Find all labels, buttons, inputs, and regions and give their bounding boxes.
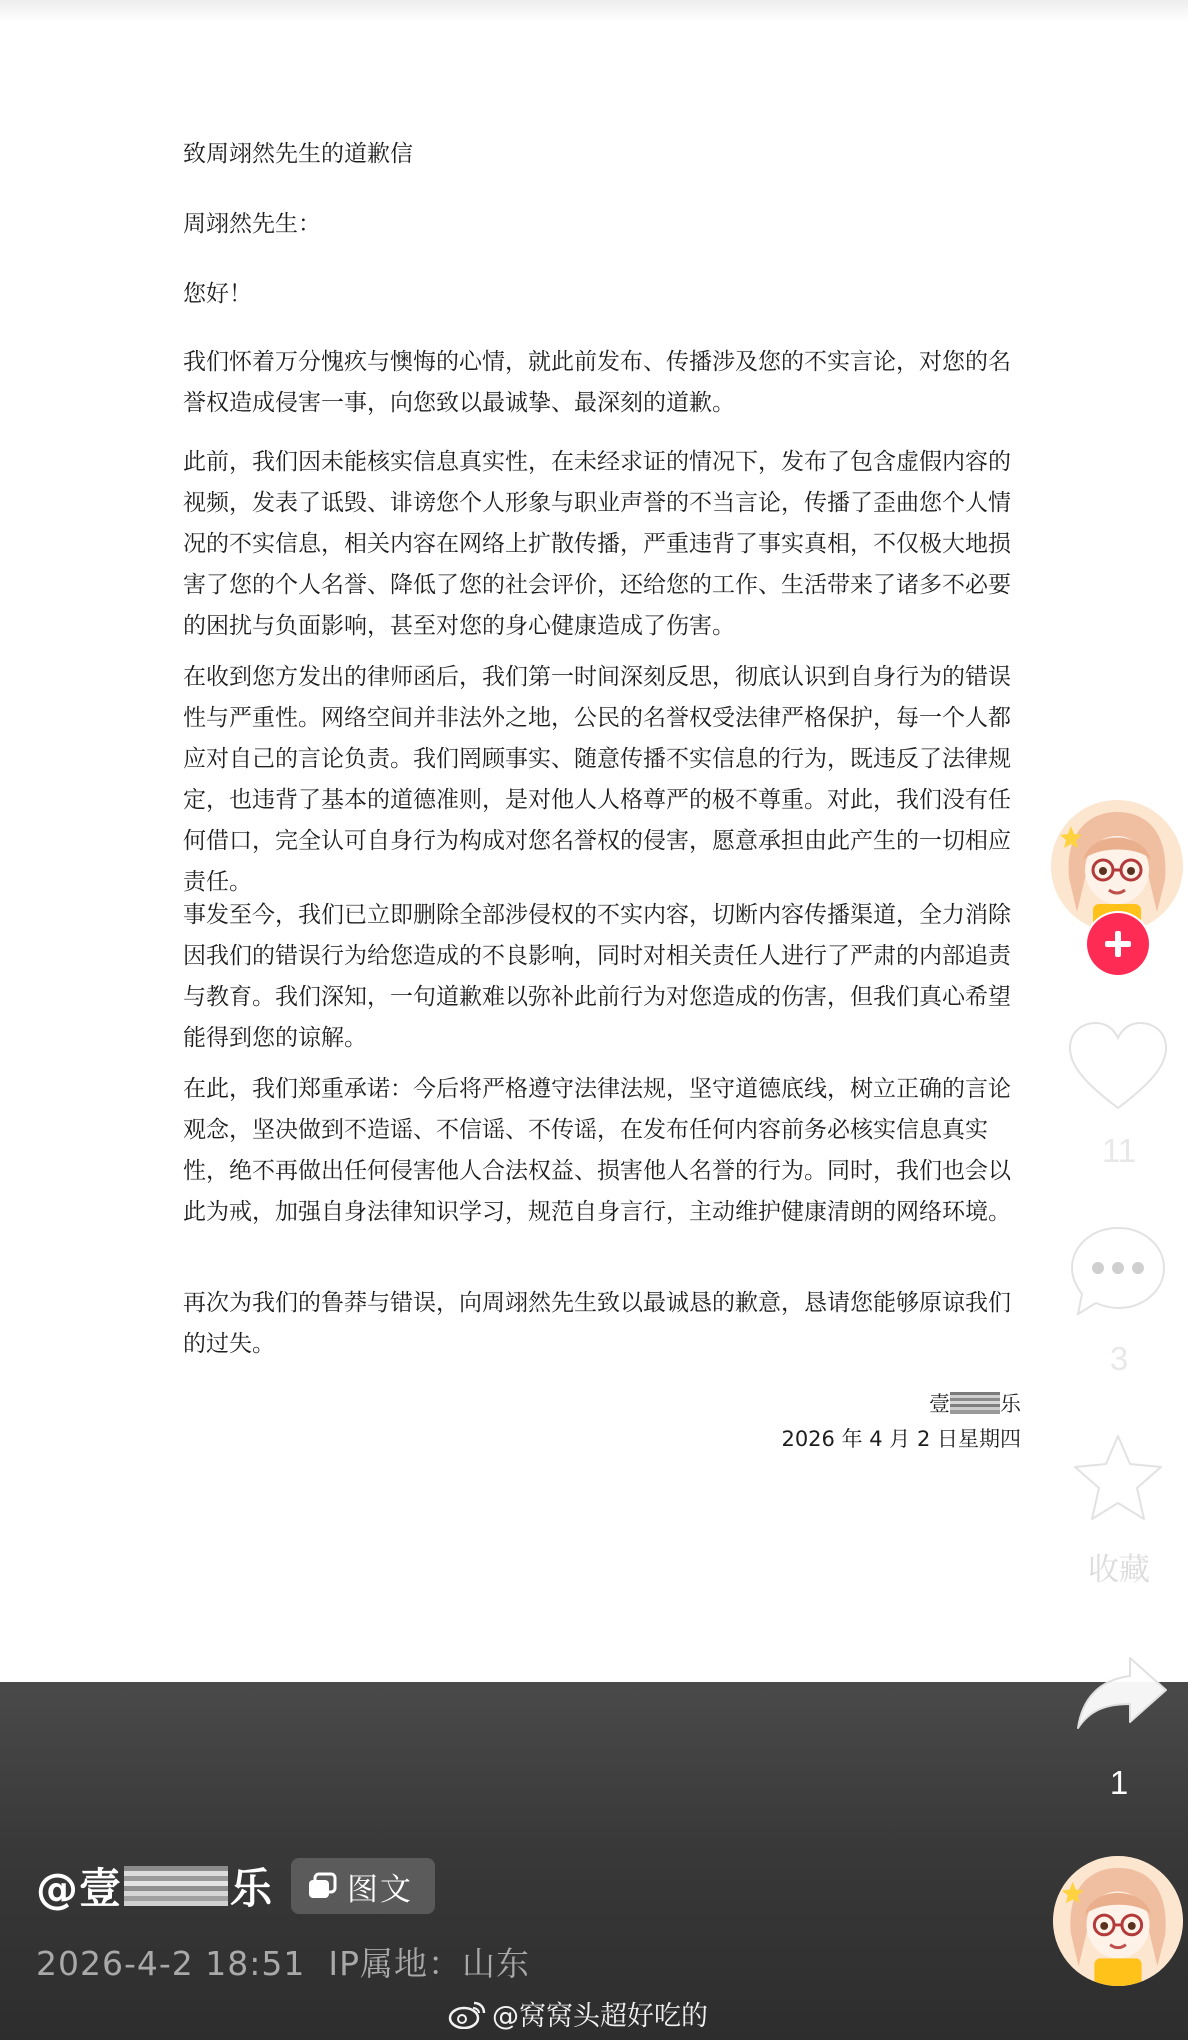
weibo-watermark — [448, 1994, 708, 2033]
favorite-label: 收藏 — [1088, 1552, 1150, 1588]
letter-greeting: 您好！ — [183, 281, 252, 307]
image-stack-icon — [307, 1872, 337, 1900]
signature-start: 壹 — [929, 1392, 950, 1416]
like-button[interactable] — [1066, 1020, 1170, 1114]
share-button[interactable] — [1074, 1654, 1170, 1734]
ip-label: IP属地： — [328, 1944, 463, 1983]
signature-redaction — [950, 1392, 1000, 1414]
comment-button[interactable] — [1068, 1224, 1168, 1320]
watermark-text: @窝窝头超好吃的 — [492, 2001, 708, 2032]
author-suffix: 乐 — [230, 1864, 274, 1913]
disc-illustration — [1053, 1856, 1183, 1986]
follow-button[interactable] — [1087, 913, 1149, 975]
author-name-redaction — [124, 1866, 228, 1906]
letter-paragraph-2: 此前，我们因未能核实信息真实性，在未经求证的情况下，发布了包含虚假内容的视频，发表了诋毁、诽谤您个人形象与职业声誉的不当言论，传播了歪曲您个人情况的不实信息，相关内容在网络上扩散传播，严重违背了事实真相，不仅极大地损害了您的个人名誉、降低了您的社会评价，还给您的工作、生活带来了诸多不必要的困扰与负面影响，甚至对您的身心健康造成了伤害。 — [183, 449, 1011, 639]
post-date-time: 2026-4-2 18:51 — [36, 1944, 306, 1983]
letter-date: 2026 年 4 月 2 日星期四 — [781, 1427, 1021, 1451]
weibo-logo-icon — [448, 1999, 486, 2029]
letter-paragraph-4: 事发至今，我们已立即删除全部涉侵权的不实内容，切断内容传播渠道，全力消除因我们的错误行为给您造成的不良影响，同时对相关责任人进行了严肃的内部追责与教育。我们深知，一句道歉难以弥补此前行为对您造成的伤害，但我们真心希望能得到您的谅解。 — [183, 902, 1011, 1051]
post-type-badge — [291, 1858, 435, 1914]
comment-count: 3 — [1109, 1340, 1129, 1377]
author-name[interactable] — [36, 1858, 435, 1914]
speech-bubble-icon — [1068, 1224, 1168, 1320]
music-disc-avatar[interactable] — [1053, 1856, 1183, 1986]
letter-paragraph-1: 我们怀着万分愧疚与懊悔的心情，就此前发布、传播涉及您的不实言论，对您的名誉权造成侵害一事，向您致以最诚挚、最深刻的道歉。 — [183, 349, 1011, 416]
letter-paragraph-6: 再次为我们的鲁莽与错误，向周翊然先生致以最诚恳的歉意，恳请您能够原谅我们的过失。 — [183, 1290, 1011, 1357]
post-type-label: 图文 — [347, 1871, 414, 1908]
ip-region: 山东 — [462, 1944, 531, 1983]
post-meta — [36, 1938, 530, 1985]
signature-end: 乐 — [1000, 1392, 1021, 1416]
letter-title: 致周翊然先生的道歉信 — [183, 141, 413, 167]
letter-salutation: 周翊然先生： — [183, 211, 321, 237]
plus-icon — [1087, 913, 1149, 975]
star-icon — [1070, 1432, 1166, 1524]
letter-paragraph-3: 在收到您方发出的律师函后，我们第一时间深刻反思，彻底认识到自身行为的错误性与严重性。网络空间并非法外之地，公民的名誉权受法律严格保护，每一个人都应对自己的言论负责。我们罔顾事实、随意传播不实信息的行为，既违反了法律规定，也违背了基本的道德准则，是对他人人格尊严的极不尊重。对此，我们没有任何借口，完全认可自身行为构成对您名誉权的侵害，愿意承担由此产生的一切相应责任。 — [183, 664, 1011, 895]
author-prefix: @壹 — [36, 1864, 123, 1913]
like-count: 11 — [1101, 1132, 1137, 1169]
heart-icon — [1066, 1020, 1170, 1114]
letter-signature — [929, 1388, 1021, 1420]
letter-paragraph-5: 在此，我们郑重承诺：今后将严格遵守法律法规，坚守道德底线，树立正确的言论观念，坚决做到不造谣、不信谣、不传谣，在发布任何内容前务必核实信息真实性，绝不再做出任何侵害他人合法权益、损害他人名誉的行为。同时，我们也会以此为戒，加强自身法律知识学习，规范自身言行，主动维护健康清朗的网络环境。 — [183, 1076, 1011, 1225]
share-count: 1 — [1109, 1764, 1129, 1801]
share-arrow-icon — [1074, 1654, 1170, 1734]
favorite-button[interactable] — [1070, 1432, 1166, 1524]
